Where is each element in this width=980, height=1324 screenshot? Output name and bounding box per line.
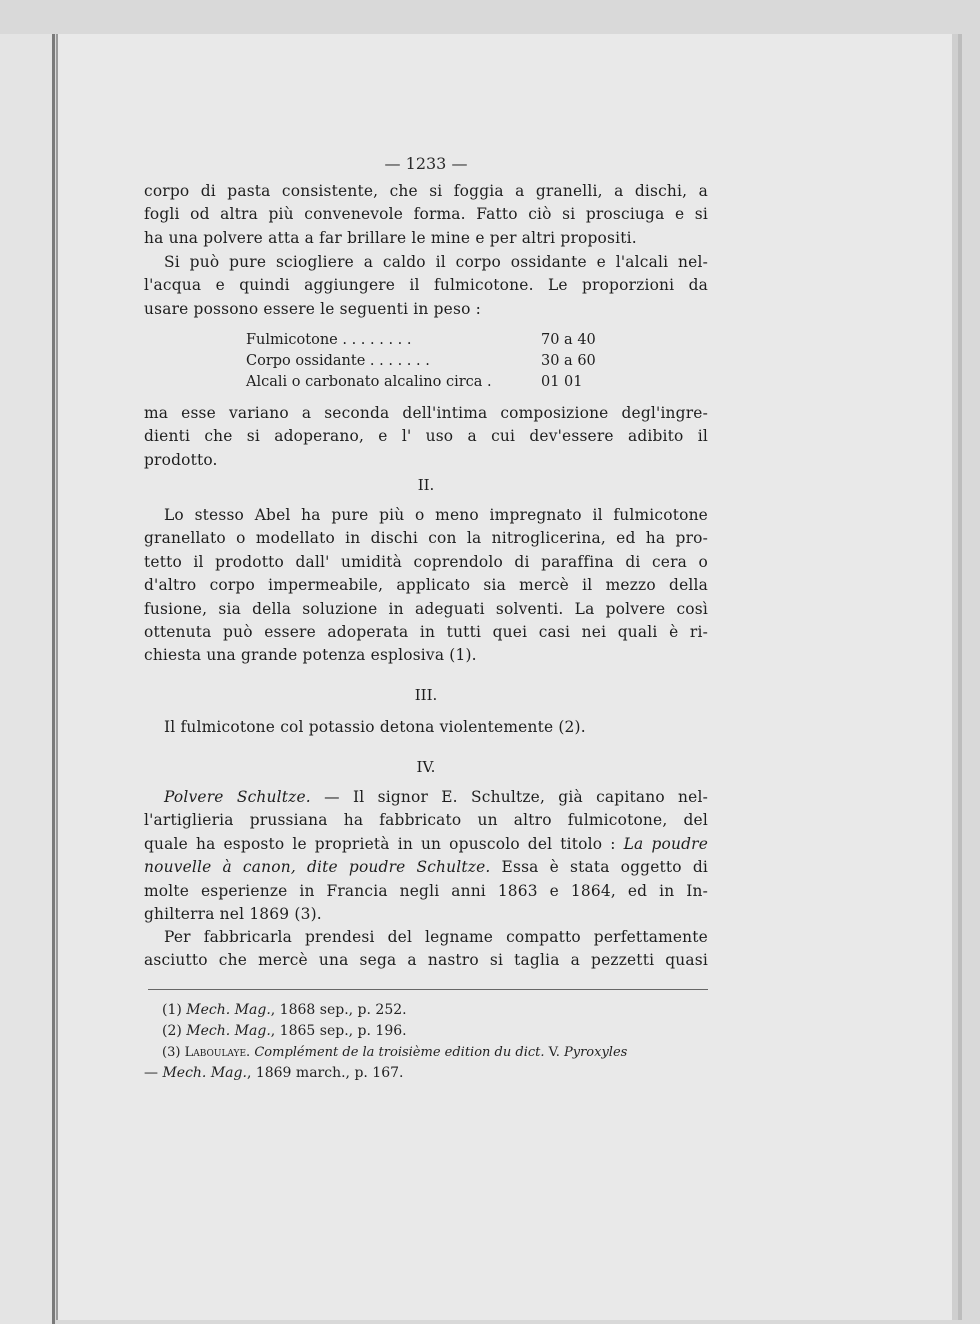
text-line: ottenuta può essere adoperata in tutti quei casi nei quali è ri- [144,622,708,641]
previous-page-edge [0,34,55,1324]
footnote-3 [144,1042,714,1063]
text-line [144,833,708,856]
paragraph-3 [144,402,708,472]
footnote-text: , 1869 march., p. 167. [246,1065,404,1081]
table-value: 70 a 40 [541,332,596,348]
text-span: Essa è stata oggetto di [490,858,708,877]
footnote-number: (2) [162,1023,182,1039]
text-line [144,786,708,809]
text-line: corpo di pasta consistente, che si foggia a granelli, a dischi, a [144,182,708,200]
footnote-number: (3) [162,1045,181,1060]
text-line: asciutto che mercè una sega a nastro si taglia a pezzetti quasi [144,951,708,970]
paragraph-2 [144,251,708,321]
italic-title: nouvelle à canon, dite poudre Schultze. [144,858,491,877]
section-heading-iv: IV. [416,758,436,776]
footnote-topic: Pyroxyles [564,1045,628,1060]
proportions-table [246,330,626,393]
footnote-source: Mech. Mag. [162,1065,247,1081]
section-heading-ii: II. [417,476,435,494]
table-row [246,330,626,351]
text-line: ma esse variano a seconda dell'intima composizione degl'ingre- [144,404,708,422]
paragraph-6 [144,786,708,926]
text-span: — Il signor E. Schultze, già capitano nel- [310,788,708,806]
footnotes [144,1000,714,1084]
text-line: l'artiglieria prussiana ha fabbricato un altro fulmicotone, del [144,811,708,830]
page-number: — 1233 — [384,154,468,173]
footnote-text: V. [544,1045,564,1060]
footnote-source: Mech. Mag. [186,1002,271,1018]
section-heading-iii: III. [414,686,438,704]
paragraph-5 [144,716,708,739]
text-line: usare possono essere le seguenti in peso : [144,299,482,318]
footnote-text: , 1868 sep., p. 252. [270,1002,407,1018]
text-line: granellato o modellato in dischi con la nitroglicerina, ed ha pro- [144,529,708,548]
paragraph-7 [144,926,708,973]
footnote-source: Mech. Mag. [186,1023,271,1039]
footnote-rule [148,989,708,990]
text-line: d'altro corpo impermeabile, applicato sia mercè il mezzo della [144,576,708,595]
text-line: Per fabbricarla prendesi del legname compatto perfettamente [164,928,708,946]
text-line: dienti che si adoperano, e l' uso a cui dev'essere adibito il [144,427,708,446]
footnote-2 [144,1021,714,1042]
table-label: Alcali o carbonato alcalino circa . [246,374,492,390]
table-label: Corpo ossidante . . . . . . . [246,353,430,369]
italic-title: La poudre [623,834,708,853]
footnote-3-continued [144,1063,714,1084]
text-line: fusione, sia della soluzione in adeguati solventi. La polvere così [144,599,708,618]
text-line: Lo stesso Abel ha pure più o meno impregnato il fulmicotone [164,506,708,524]
text-line: prodotto. [144,450,218,469]
footnote-number: (1) [162,1002,182,1018]
text-line: ghilterra nel 1869 (3). [144,904,322,923]
text-line: l'acqua e quindi aggiungere il fulmicotone. Le proporzioni da [144,276,708,295]
table-value: 01 01 [541,374,583,390]
footnote-text: , 1865 sep., p. 196. [270,1023,407,1039]
text-line: fogli od altra più convenevole forma. Fatto ciò si prosciuga e si [144,205,708,224]
footnote-title: Complément de la troisième edition du dict. [254,1045,545,1060]
text-span: quale ha esposto le proprietà in un opuscolo del titolo : [144,834,624,853]
text-line: molte esperienze in Francia negli anni 1863 e 1864, ed in In- [144,881,708,900]
text-line: Il fulmicotone col potassio detona violentemente (2). [164,718,586,736]
italic-title: Polvere Schultze. [164,788,311,806]
table-row [246,372,626,393]
footnote-text: — [144,1065,163,1081]
table-row [246,351,626,372]
text-line [144,856,708,879]
footnote-author: Laboulaye. [184,1045,251,1060]
paragraph-1 [144,180,708,250]
text-line: tetto il prodotto dall' umidità coprendolo di paraffina di cera o [144,552,708,571]
text-line: ha una polvere atta a far brillare le mine e per altri propositi. [144,228,637,247]
table-label: Fulmicotone . . . . . . . . [246,332,412,348]
text-line: chiesta una grande potenza esplosiva (1). [144,646,477,665]
paragraph-4 [144,504,708,668]
table-value: 30 a 60 [541,353,596,369]
footnote-1 [144,1000,714,1021]
text-line: Si può pure sciogliere a caldo il corpo ossidante e l'alcali nel- [164,253,708,271]
